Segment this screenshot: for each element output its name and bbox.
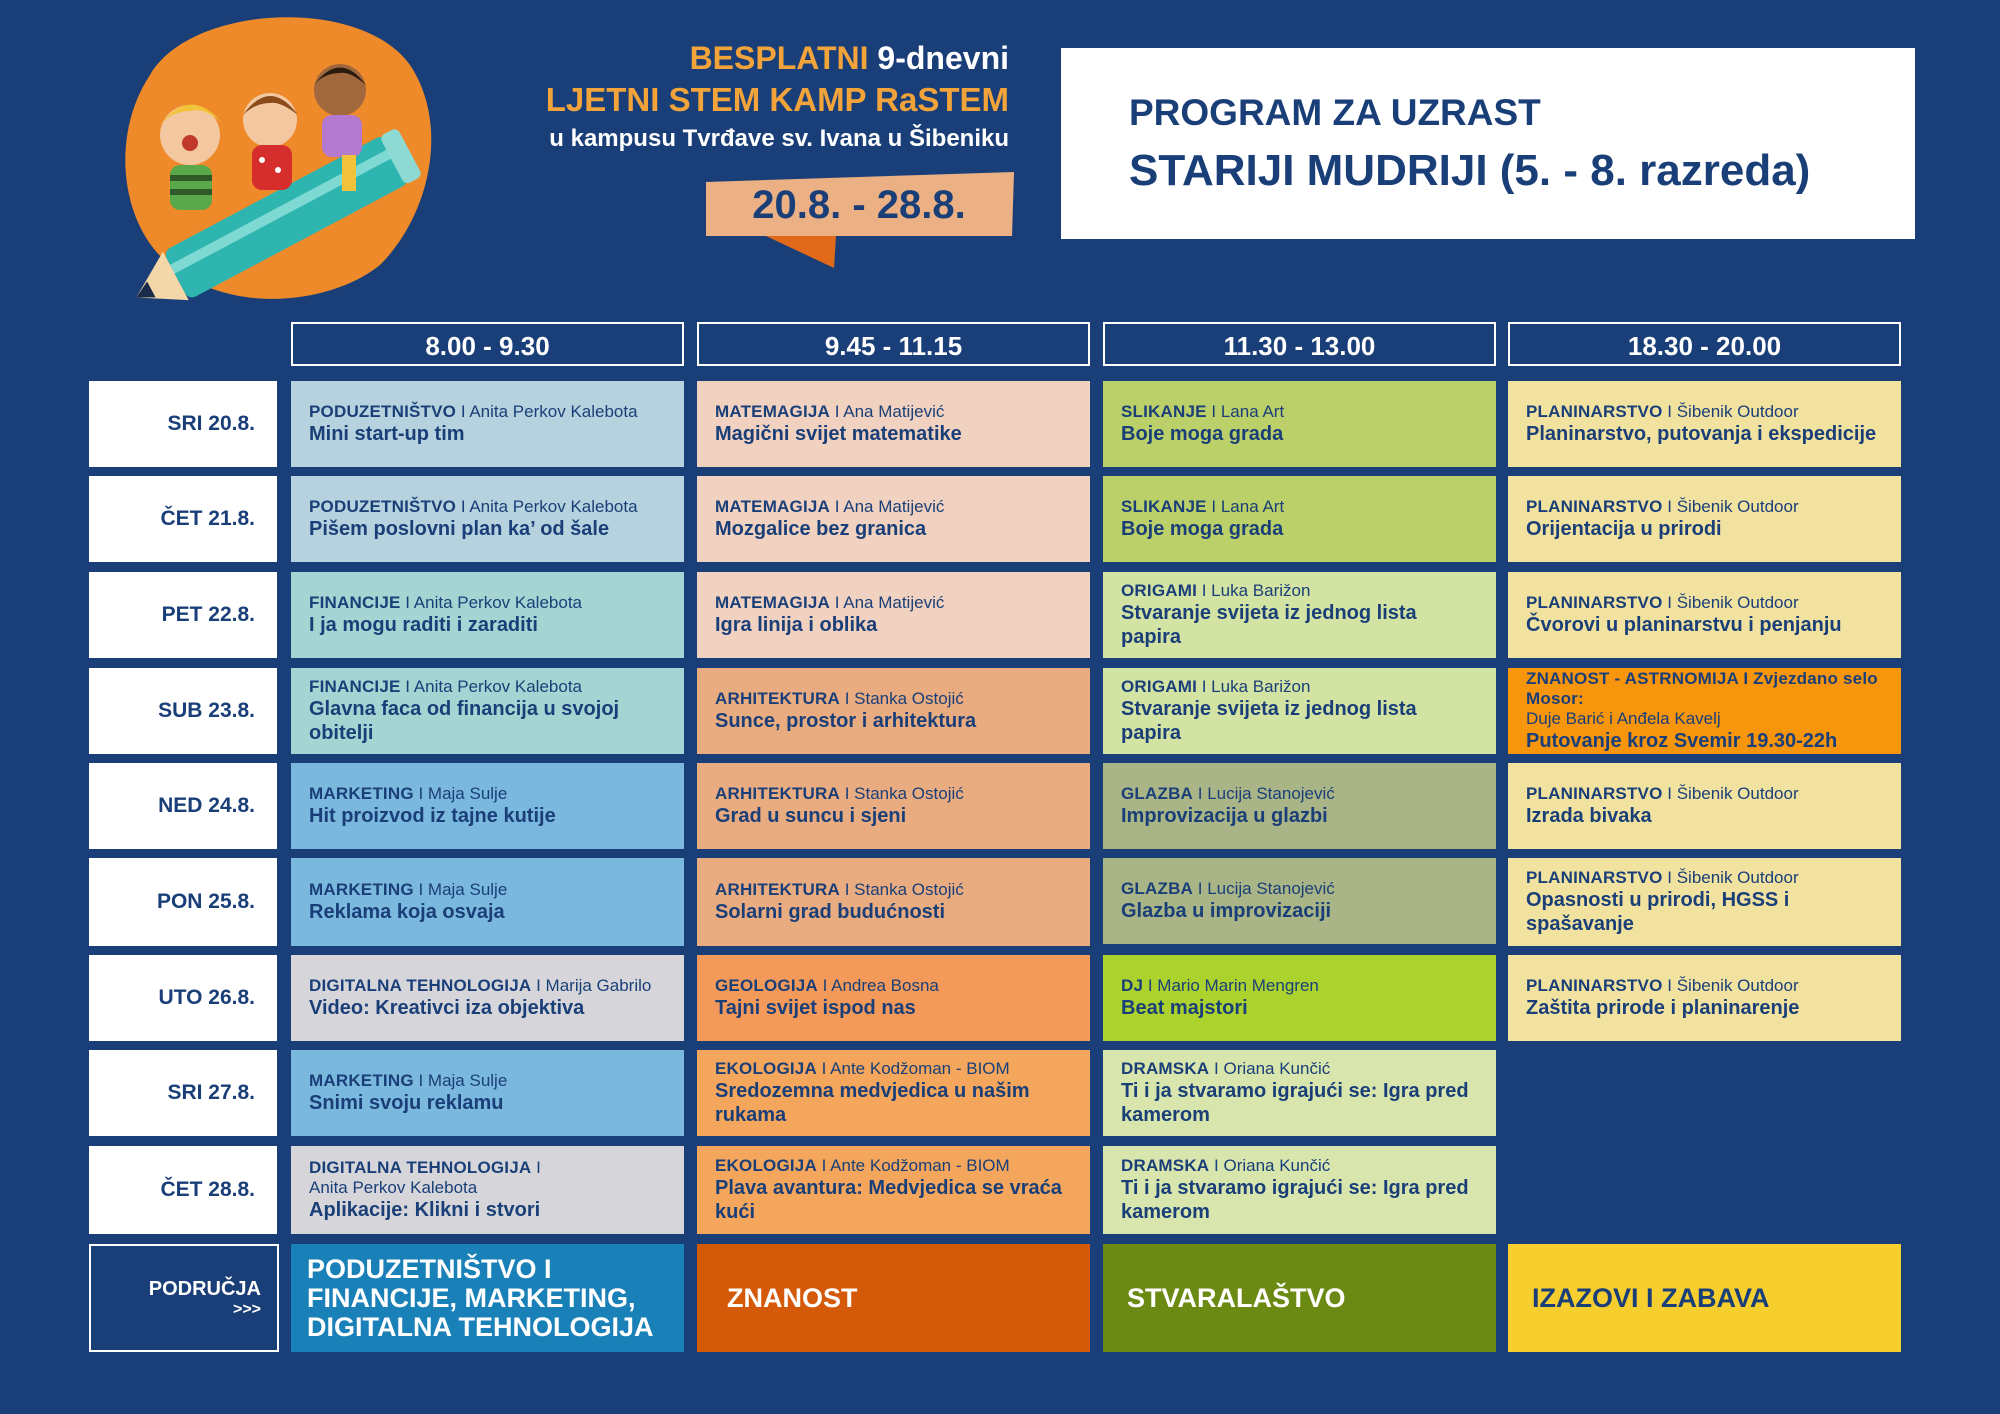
day-label: ČET 21.8.: [89, 476, 277, 562]
activity-cell: FINANCIJE I Anita Perkov Kalebota Glavna faca od financija u svojoj obitelji: [291, 668, 684, 754]
area-business: PODUZETNIŠTVO I FINANCIJE, MARKETING, DIGITALNA TEHNOLOGIJA: [291, 1244, 684, 1352]
activity-cell: PLANINARSTVO I Šibenik Outdoor Zaštita prirode i planinarenje: [1508, 955, 1901, 1041]
activity-cell: SLIKANJE I Lana Art Boje moga grada: [1103, 381, 1496, 467]
time-slot-1: 8.00 - 9.30: [291, 322, 684, 366]
camp-title: LJETNI STEM KAMP RaSTEM: [545, 81, 1009, 118]
activity-cell: PLANINARSTVO I Šibenik Outdoor Orijentacija u prirodi: [1508, 476, 1901, 562]
activity-cell: DRAMSKA I Oriana Kunčić Ti i ja stvaramo igrajući se: Igra pred kamerom: [1103, 1146, 1496, 1234]
activity-cell: GLAZBA I Lucija Stanojević Improvizacija u glazbi: [1103, 763, 1496, 849]
free-label: BESPLATNI: [689, 40, 869, 76]
day-label: SRI 27.8.: [89, 1050, 277, 1136]
activity-cell: DJ I Mario Marin Mengren Beat majstori: [1103, 955, 1496, 1041]
day-label: SUB 23.8.: [89, 668, 277, 754]
activity-cell: MARKETING I Maja Sulje Snimi svoju reklamu: [291, 1050, 684, 1136]
activity-cell: MATEMAGIJA I Ana Matijević Igra linija i oblika: [697, 572, 1090, 658]
area-science: ZNANOST: [697, 1244, 1090, 1352]
day-label: UTO 26.8.: [89, 955, 277, 1041]
age-group-title: STARIJI MUDRIJI (5. - 8. razreda): [1129, 146, 1811, 195]
duration-label: 9-dnevni: [877, 40, 1009, 76]
time-slot-3: 11.30 - 13.00: [1103, 322, 1496, 366]
activity-cell: EKOLOGIJA I Ante Kodžoman - BIOM Sredozemna medvjedica u našim rukama: [697, 1050, 1090, 1136]
activity-cell: GEOLOGIJA I Andrea Bosna Tajni svijet ispod nas: [697, 955, 1090, 1041]
activity-cell: MATEMAGIJA I Ana Matijević Magični svijet matematike: [697, 381, 1090, 467]
day-label: NED 24.8.: [89, 763, 277, 849]
kids-on-pencil-illustration: [110, 15, 460, 305]
activity-cell: ZNANOST - ASTRNOMIJA I Zvjezdano selo Mosor: Duje Barić i Anđela Kavelj Putovanje kroz Svemir 19.30-22h: [1508, 668, 1901, 754]
activity-cell: MARKETING I Maja Sulje Hit proizvod iz tajne kutije: [291, 763, 684, 849]
area-creativity: STVARALAŠTVO: [1103, 1244, 1496, 1352]
activity-cell: DRAMSKA I Oriana Kunčić Ti i ja stvaramo igrajući se: Igra pred kamerom: [1103, 1050, 1496, 1136]
activity-cell: ORIGAMI I Luka Barižon Stvaranje svijeta iz jednog lista papira: [1103, 572, 1496, 658]
activity-cell: ARHITEKTURA I Stanka Ostojić Grad u suncu i sjeni: [697, 763, 1090, 849]
activity-cell: ORIGAMI I Luka Barižon Stvaranje svijeta iz jednog lista papira: [1103, 668, 1496, 754]
activity-cell: PLANINARSTVO I Šibenik Outdoor Čvorovi u planinarstvu i penjanju: [1508, 572, 1901, 658]
activity-cell: FINANCIJE I Anita Perkov Kalebota I ja mogu raditi i zaraditi: [291, 572, 684, 658]
time-slot-4: 18.30 - 20.00: [1508, 322, 1901, 366]
activity-cell: MATEMAGIJA I Ana Matijević Mozgalice bez granica: [697, 476, 1090, 562]
program-label: PROGRAM ZA UZRAST: [1129, 92, 1541, 133]
day-label: PET 22.8.: [89, 572, 277, 658]
activity-cell: PLANINARSTVO I Šibenik Outdoor Izrada bivaka: [1508, 763, 1901, 849]
activity-cell: GLAZBA I Lucija Stanojević Glazba u improvizaciji: [1103, 858, 1496, 944]
activity-cell: DIGITALNA TEHNOLOGIJA I Marija Gabrilo Video: Kreativci iza objektiva: [291, 955, 684, 1041]
day-label: PON 25.8.: [89, 858, 277, 946]
activity-cell: ARHITEKTURA I Stanka Ostojić Sunce, prostor i arhitektura: [697, 668, 1090, 754]
areas-label: PODRUČJA >>>: [89, 1244, 279, 1352]
camp-dates: 20.8. - 28.8.: [752, 183, 966, 227]
activity-cell: MARKETING I Maja Sulje Reklama koja osvaja: [291, 858, 684, 946]
area-challenges: IZAZOVI I ZABAVA: [1508, 1244, 1901, 1352]
activity-cell: PLANINARSTVO I Šibenik Outdoor Opasnosti u prirodi, HGSS i spašavanje: [1508, 858, 1901, 946]
activity-cell: PLANINARSTVO I Šibenik Outdoor Planinarstvo, putovanja i ekspedicije: [1508, 381, 1901, 467]
camp-location: u kampusu Tvrđave sv. Ivana u Šibeniku: [549, 125, 1009, 152]
day-label: ČET 28.8.: [89, 1146, 277, 1234]
activity-cell: EKOLOGIJA I Ante Kodžoman - BIOM Plava avantura: Medvjedica se vraća kući: [697, 1146, 1090, 1234]
time-slot-2: 9.45 - 11.15: [697, 322, 1090, 366]
activity-cell: PODUZETNIŠTVO I Anita Perkov Kalebota Mini start-up tim: [291, 381, 684, 467]
program-box: [1061, 48, 1915, 239]
camp-header: [546, 38, 1009, 156]
activity-cell: PODUZETNIŠTVO I Anita Perkov Kalebota Pišem poslovni plan ka’ od šale: [291, 476, 684, 562]
activity-cell: DIGITALNA TEHNOLOGIJA I Anita Perkov Kalebota Aplikacije: Klikni i stvori: [291, 1146, 684, 1234]
day-label: SRI 20.8.: [89, 381, 277, 467]
activity-cell: ARHITEKTURA I Stanka Ostojić Solarni grad budućnosti: [697, 858, 1090, 946]
activity-cell: SLIKANJE I Lana Art Boje moga grada: [1103, 476, 1496, 562]
